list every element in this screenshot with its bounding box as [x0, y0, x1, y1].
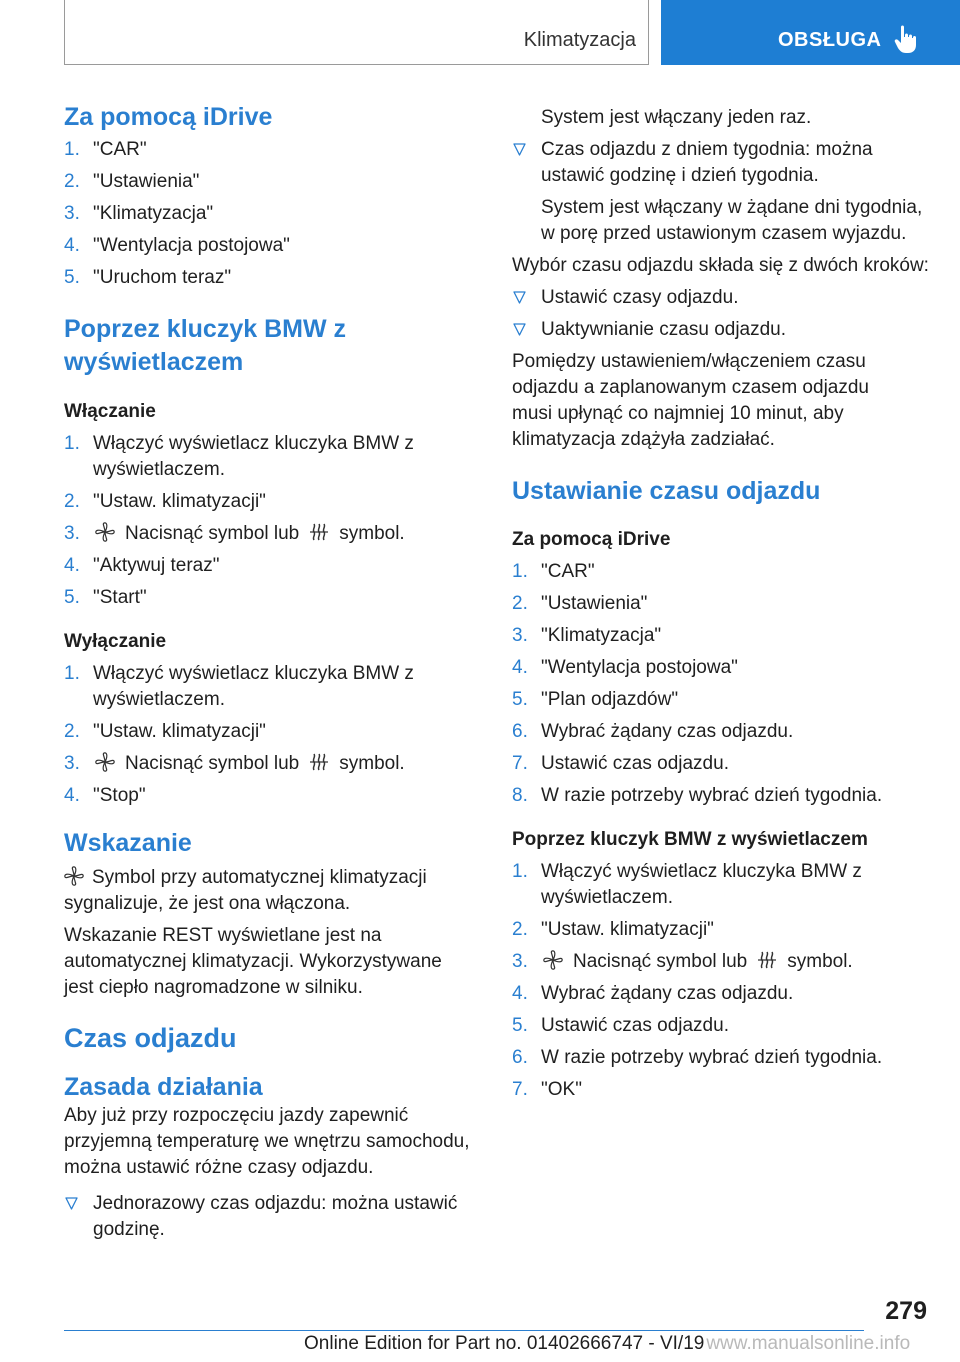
list-item: 1. Włączyć wyświetlacz kluczyka BMW z wyświetlaczem. [64, 663, 414, 710]
on-title: Włączanie [64, 401, 156, 422]
indicator-text: Symbol przy automatycznej klimatyzacji sygnalizuje, że jest ona włączona. [64, 867, 427, 914]
off-steps [64, 661, 474, 809]
list-item: 8. W razie potrzeby wybrać dzień tygodnia. [512, 785, 883, 806]
bullet-continuation-2: System jest włączany w żądane dni tygodnia, w porę przed ustawionym czasem wyjazdu. [541, 197, 923, 244]
key-subtitle: Poprzez kluczyk BMW z wyświetlaczem [512, 829, 868, 850]
heat-icon [309, 522, 329, 542]
selection-bullets [512, 285, 930, 343]
triangle-bullet-icon [513, 291, 526, 304]
list-item: 3. Nacisnąć symbol lub symbol. [512, 951, 853, 972]
idrive-subtitle: Za pomocą iDrive [512, 529, 671, 550]
list-item: 3. "Klimatyzacja" [512, 625, 662, 646]
list-item: 3. "Klimatyzacja" [64, 203, 214, 224]
list-item: 5. "Uruchom teraz" [64, 267, 232, 288]
list-item: 2. "Ustawienia" [512, 593, 648, 614]
header-tab-label: OBSŁUGA [778, 29, 882, 51]
idrive-section-title: Za pomocą iDrive [64, 103, 273, 131]
triangle-bullet-icon [65, 1197, 78, 1210]
list-item: Ustawić czasy odjazdu. [512, 285, 930, 311]
list-item: Jednorazowy czas odjazdu: można ustawić godzinę. [64, 1191, 474, 1243]
interval-text: Pomiędzy ustawieniem/włączeniem czasu odjazdu a zaplanowanym czasem odjazdu musi upłynąć co najmniej 10 minut, aby klimatyzacja zdążyła zadziałać. [512, 351, 869, 450]
right-key-steps [512, 859, 930, 1103]
footer-watermark: www.manualsonline.info [706, 1333, 911, 1354]
bullet-continuation: System jest włączany jeden raz. [541, 107, 812, 128]
list-item: 1. Włączyć wyświetlacz kluczyka BMW z wyświetlaczem. [512, 861, 862, 908]
principle-text: Aby już przy rozpoczęciu jazdy zapewnić przyjemną temperaturę we wnętrzu samochodu, można ustawić różne czasy odjazdu. [64, 1105, 470, 1178]
principle-bullets [64, 1191, 474, 1243]
list-item: 4. "Wentylacja postojowa" [512, 657, 738, 678]
heat-icon [309, 752, 329, 772]
right-column [512, 105, 930, 1109]
list-item: 6. Wybrać żądany czas odjazdu. [512, 721, 794, 742]
list-item: 6. W razie potrzeby wybrać dzień tygodnia. [512, 1047, 883, 1068]
list-item: 1. "CAR" [64, 139, 147, 160]
list-item: 1. Włączyć wyświetlacz kluczyka BMW z wyświetlaczem. [64, 433, 414, 480]
on-steps [64, 431, 474, 611]
list-item: 4. "Aktywuj teraz" [64, 555, 220, 576]
triangle-bullet-icon [513, 323, 526, 336]
list-item: 4. Wybrać żądany czas odjazdu. [512, 983, 794, 1004]
list-item: 2. "Ustaw. klimatyzacji" [64, 721, 266, 742]
header-tab [661, 0, 960, 65]
footer-edition: Online Edition for Part no. 01402666747 - VI/19 www.manualsonline.info [304, 1333, 911, 1354]
list-item: Czas odjazdu z dniem tygodnia: można ustawić godzinę i dzień tygodnia. [512, 137, 930, 189]
list-item: 2. "Ustaw. klimatyzacji" [64, 491, 266, 512]
fan-icon [95, 522, 115, 542]
header-section-box [64, 0, 649, 65]
off-title: Wyłączanie [64, 631, 167, 652]
fan-icon [95, 752, 115, 772]
chapter-title: Czas odjazdu [64, 1023, 237, 1053]
idrive-steps [64, 137, 474, 291]
list-item: 4. "Wentylacja postojowa" [64, 235, 290, 256]
left-column [64, 100, 474, 1249]
list-item: 4. "Stop" [64, 785, 146, 806]
list-item: 5. Ustawić czas odjazdu. [512, 1015, 729, 1036]
triangle-bullet-icon [513, 143, 526, 156]
page-number: 279 [885, 1297, 927, 1325]
right-idrive-steps [512, 559, 930, 809]
list-item: 5. "Start" [64, 587, 147, 608]
list-item: 7. Ustawić czas odjazdu. [512, 753, 729, 774]
header-section-title: Klimatyzacja [523, 29, 636, 51]
list-item: 1. "CAR" [512, 561, 595, 582]
list-item: 7. "OK" [512, 1079, 582, 1100]
list-item: 2. "Ustawienia" [64, 171, 200, 192]
set-section-title: Ustawianie czasu odjazdu [512, 477, 821, 505]
indicator-text-2: Wskazanie REST wyświetlane jest na automatycznej klimatyzacji. Wykorzystywane jest ciepło nagromadzone w silniku. [64, 925, 442, 998]
principle-section-title: Zasada działania [64, 1073, 263, 1101]
list-item: 3. Nacisnąć symbol lub symbol. [64, 753, 405, 774]
footer-rule [64, 1330, 864, 1331]
list-item: Uaktywnianie czasu odjazdu. [512, 317, 930, 343]
list-item: 3. Nacisnąć symbol lub symbol. [64, 523, 405, 544]
selection-text: Wybór czasu odjazdu składa się z dwóch kroków: [512, 255, 929, 276]
key-section-title: Poprzez kluczyk BMW z wyświetlaczem [64, 315, 346, 376]
list-item: 2. "Ustaw. klimatyzacji" [512, 919, 714, 940]
fan-icon [543, 950, 563, 970]
departure-bullets [512, 137, 930, 189]
indicator-section-title: Wskazanie [64, 829, 192, 857]
heat-icon [757, 950, 777, 970]
hand-pointer-icon [894, 24, 920, 54]
list-item: 5. "Plan odjazdów" [512, 689, 679, 710]
fan-icon [64, 866, 84, 886]
